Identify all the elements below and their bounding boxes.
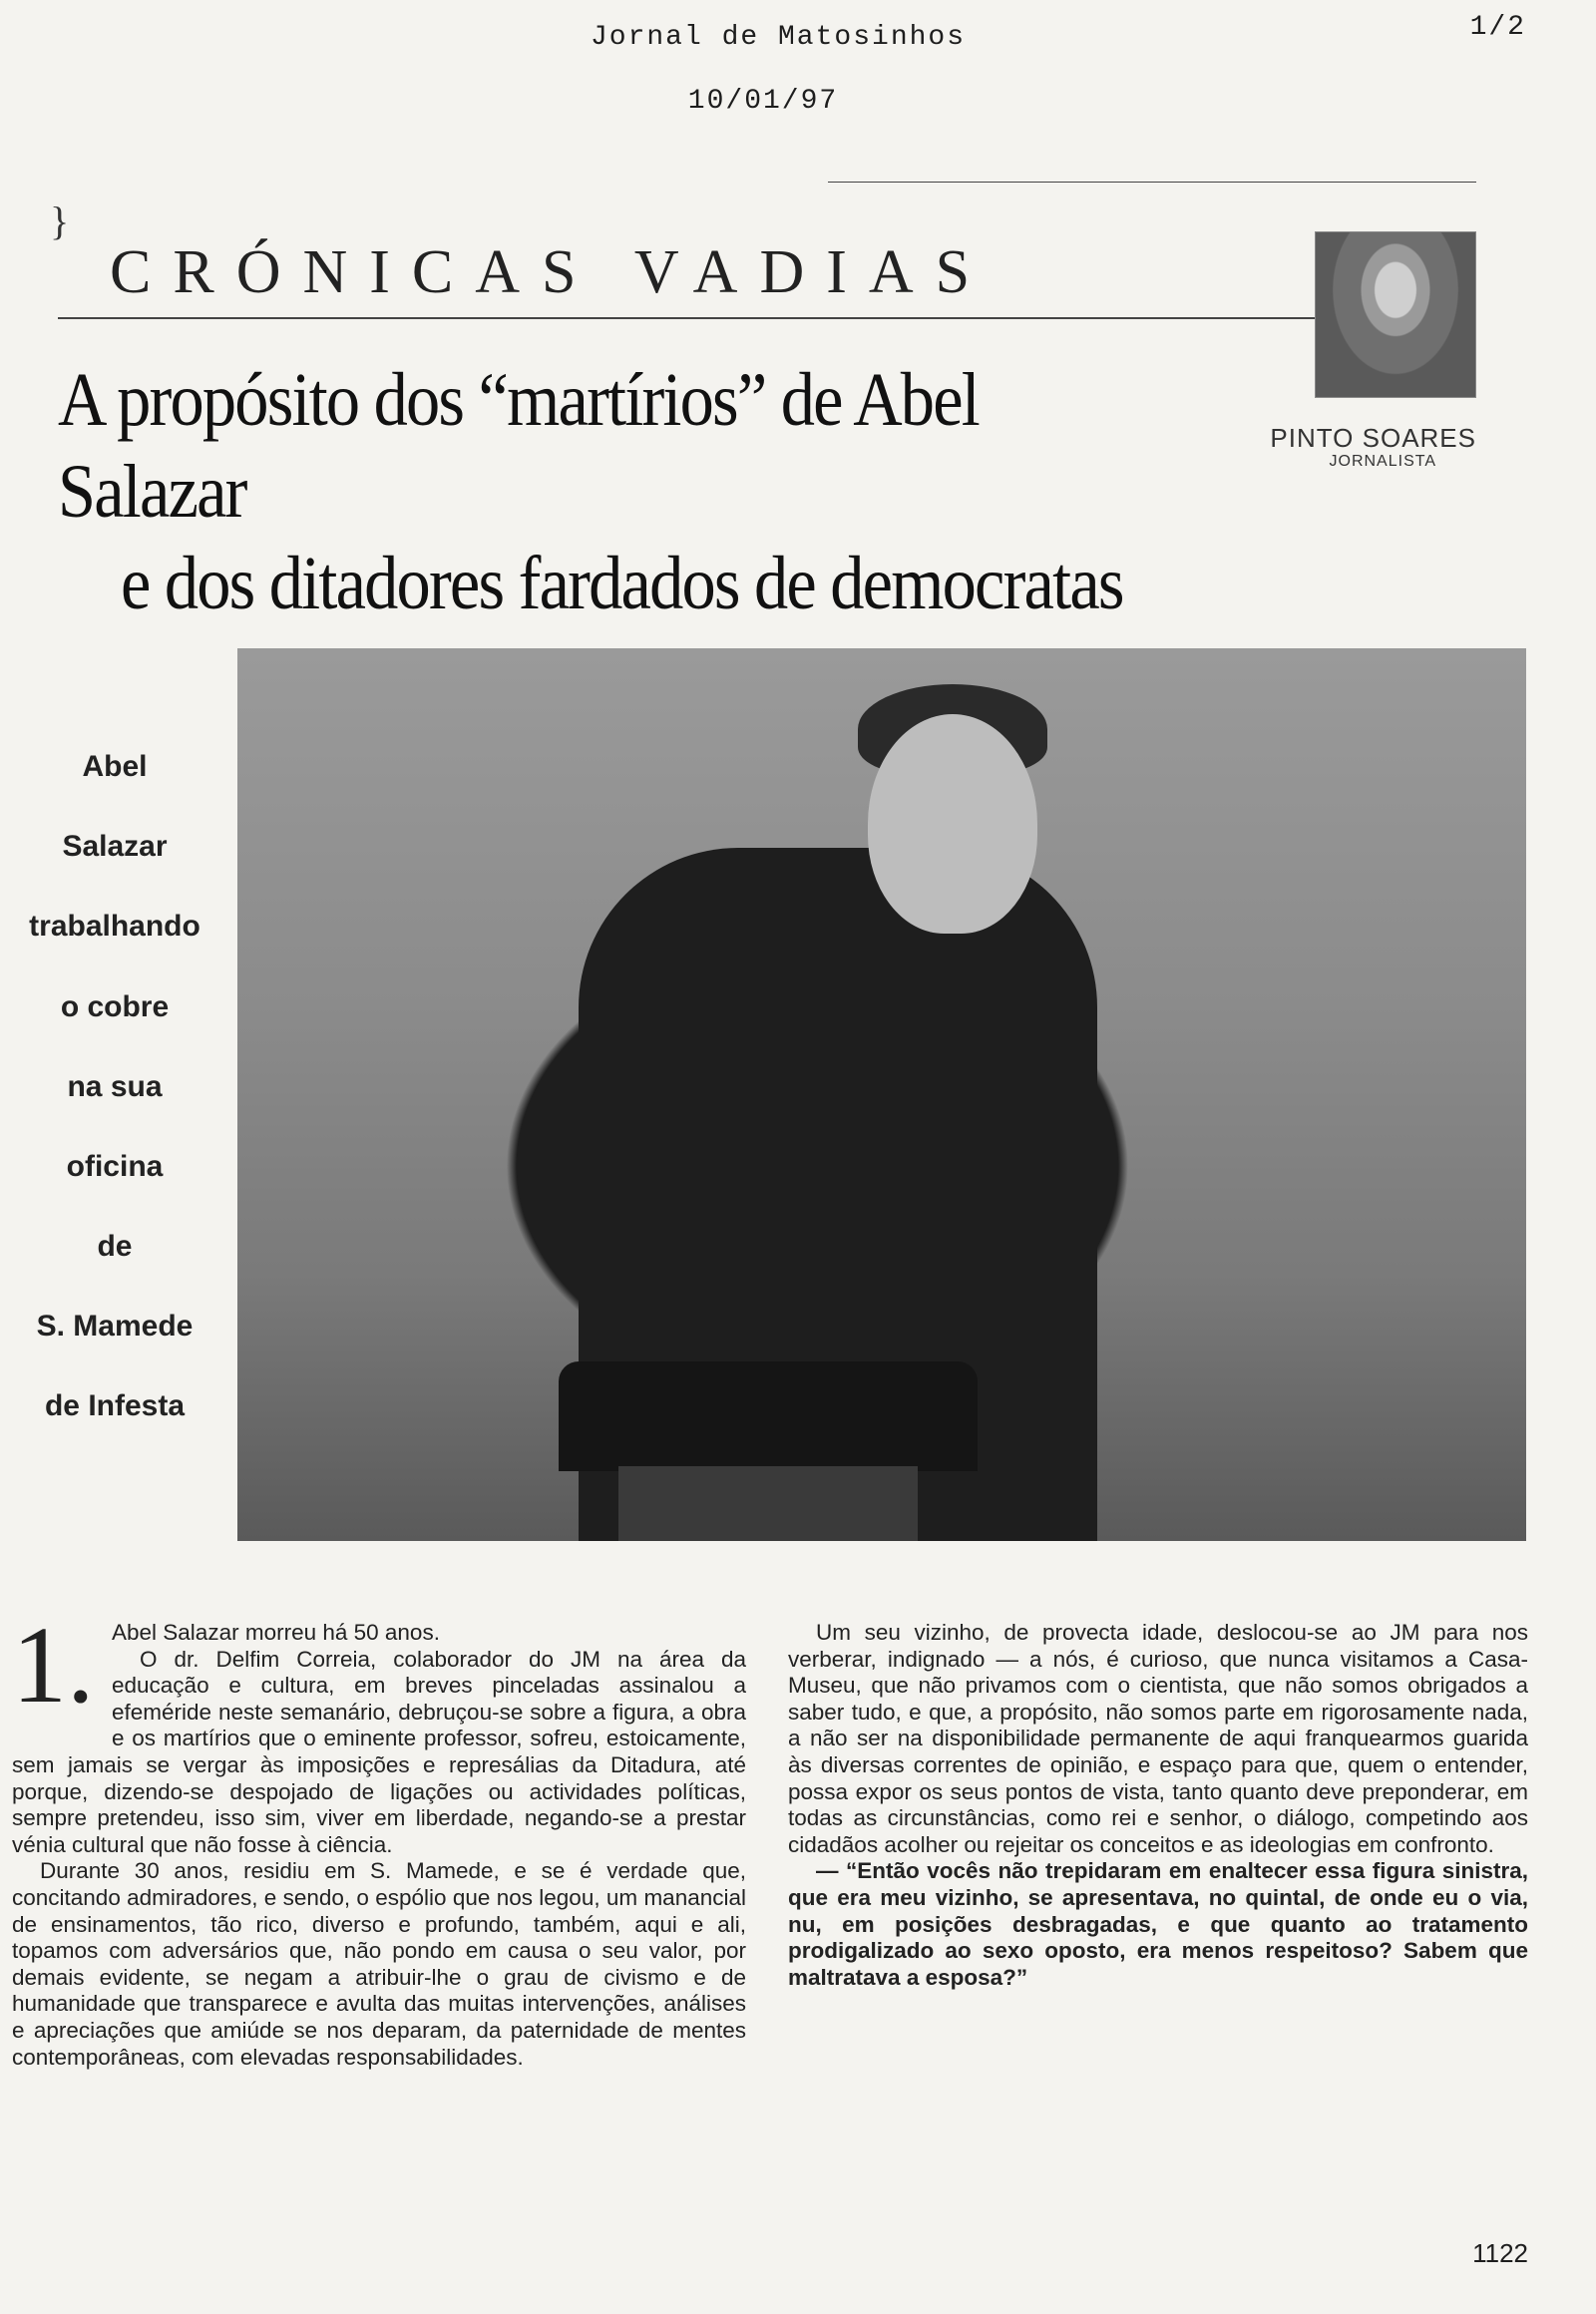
caption-word-1: Abel bbox=[82, 750, 148, 783]
column1-paragraph-1: Abel Salazar morreu há 50 anos. bbox=[112, 1620, 440, 1645]
article-photo bbox=[237, 648, 1526, 1541]
article-column-1 bbox=[12, 1604, 746, 2071]
column1-paragraph-3: Durante 30 anos, residiu em S. Mamede, e se é verdade que, concitando admiradores, e sendo, o espólio que nos legou, um manancial de ensinamentos, tão rico, diverso e profundo, também, aqui e ali, topamos com adversários que, não pondo em causa o seu valor, por demais evidente, se negam a atribuir-lhe o grau de civismo e de humanidade que transparece e avulta das muitas intervenções, análises e apreciações que amiúde se nos deparam, da paternidade de mentes contemporâneas, com elevadas responsabilidades. bbox=[12, 1858, 746, 2070]
column2-paragraph-1: Um seu vizinho, de provecta idade, deslocou-se ao JM para nos verberar, indignado — a nós, é curioso, que nunca visitamos a Casa-Museu, que não privamos com o cientista, que não somos obrigados a saber tudo, e que, a propósito, não somos parte em rigorosamente nada, a não ser na disponibilidade permanente de aqui franquearmos guarida às diversas correntes de opinião, e espaço para que, quem o entender, possa expor os seus pontos de vista, tanto quanto deve preponderar, em todas as circunstâncias, como rei e senhor, o diálogo, competindo aos cidadãos acolher ou rejeitar os conceitos e as ideologias em confronto. bbox=[788, 1620, 1528, 1857]
column1-paragraph-2: O dr. Delfim Correia, colaborador do JM na área da educação e cultura, em breves pinceladas assinalou a efeméride neste semanário, debruçou-se sobre a figura, a obra e os martírios que o eminente professor, sofreu, estoicamente, sem jamais se vergar às imposições e represálias da Ditadura, até porque, dizendo-se despojado de ligações ou actividades políticas, sempre pretendeu, isso sim, viver em liberdade, negando-se a prestar vénia cultural que não fosse à ciência. bbox=[12, 1646, 746, 1857]
author-portrait bbox=[1315, 231, 1476, 398]
caption-word-6: oficina bbox=[66, 1150, 164, 1183]
headline-line-1: A propósito dos “martírios” de Abel Salazar bbox=[58, 358, 979, 534]
stray-mark: } bbox=[50, 198, 70, 243]
top-rule bbox=[828, 182, 1476, 183]
column2-paragraph-2: — “Então vocês não trepidaram em enaltecer essa figura sinistra, que era meu vizinho, se apresentava, no quintal, de onde eu o via, nu, em posições desbragadas, e que quanto ao tratamento prodigalizado ao sexo oposto, era menos respeitoso? Sabem que maltratava a esposa?” bbox=[788, 1858, 1528, 1990]
author-role: JORNALISTA bbox=[1329, 453, 1436, 470]
author-name: PINTO SOARES bbox=[1270, 423, 1476, 453]
page-number: 1122 bbox=[1472, 2238, 1528, 2268]
headline-line-2: e dos ditadores fardados de democratas bbox=[121, 542, 1123, 625]
publication-date: 10/01/97 bbox=[687, 86, 839, 117]
page-fraction: 1/2 bbox=[1469, 12, 1526, 43]
caption-word-8: S. Mamede bbox=[36, 1310, 194, 1343]
article-column-2 bbox=[788, 1620, 1528, 1991]
section-rule bbox=[58, 317, 1315, 319]
caption-word-3: trabalhando bbox=[29, 910, 200, 943]
publication-name: Jornal de Matosinhos bbox=[590, 22, 967, 53]
dropcap: 1. bbox=[12, 1604, 95, 1726]
photo-head bbox=[868, 714, 1037, 934]
section-title: CRÓNICAS VADIAS bbox=[110, 238, 993, 306]
photo-anvil bbox=[559, 1361, 978, 1471]
caption-word-2: Salazar bbox=[62, 830, 168, 863]
caption-word-5: na sua bbox=[67, 1070, 163, 1103]
caption-word-9: de Infesta bbox=[44, 1389, 186, 1422]
caption-word-7: de bbox=[97, 1230, 133, 1263]
photo-stump bbox=[618, 1466, 918, 1541]
headline bbox=[58, 354, 1153, 629]
caption-word-4: o cobre bbox=[60, 990, 170, 1023]
